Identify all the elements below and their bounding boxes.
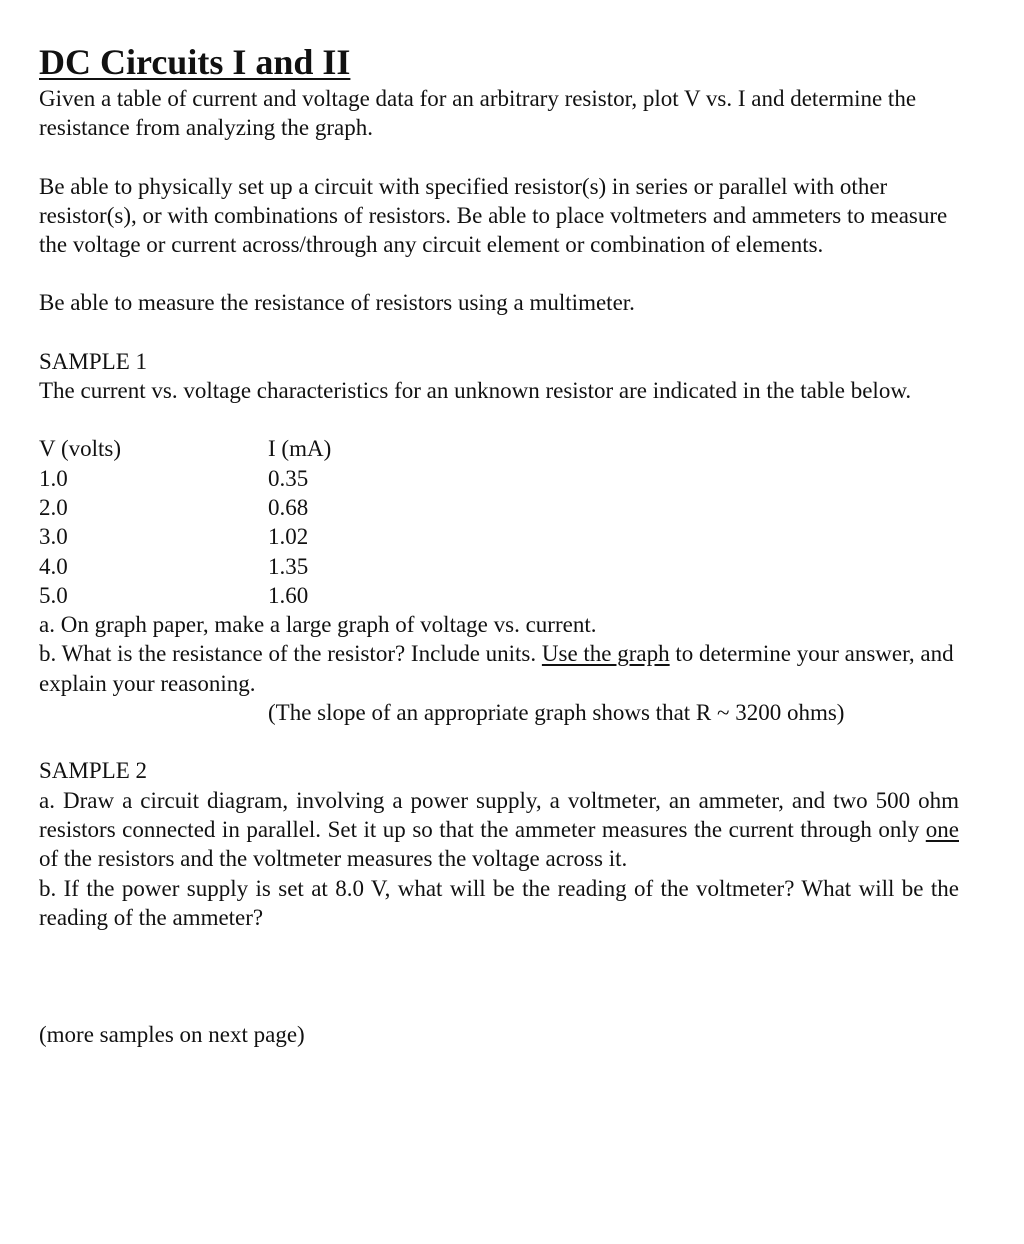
table-row (39, 522, 959, 551)
sample-1-part-b-start: b. What is the resistance of the resistor? Include units. (39, 641, 542, 667)
sample-1 (39, 347, 959, 728)
sample-2 (39, 756, 959, 932)
table-cell-voltage: 4.0 (39, 553, 68, 579)
sample-1-part-b (39, 639, 959, 698)
sample-2-part-a-start: a. Draw a circuit diagram, involving a power supply, a voltmeter, an ammeter, and two 500 ohm resistors connected in parallel. Set it up so that the ammeter measures the current through only (39, 787, 959, 842)
table-header-row (39, 434, 959, 463)
table-row (39, 552, 959, 581)
table-header-current: I (mA) (268, 436, 332, 462)
table-cell-current: 1.60 (268, 582, 309, 608)
one-emphasis: one (925, 816, 959, 842)
data-table (39, 434, 959, 610)
table-header-voltage: V (volts) (39, 436, 121, 462)
table-row (39, 464, 959, 493)
intro-paragraph-1: Given a table of current and voltage data for an arbitrary resistor, plot V vs. I and determine the resistance from analyzing the graph. (39, 86, 917, 141)
page-title: DC Circuits I and II (39, 42, 351, 82)
sample-2-part-b: b. If the power supply is set at 8.0 V, what will be the reading of the voltmeter? What will be the reading of the ammeter? (39, 875, 959, 930)
document-page (39, 40, 959, 1049)
table-cell-voltage: 5.0 (39, 582, 68, 608)
sample-1-part-a: a. On graph paper, make a large graph of voltage vs. current. (39, 612, 597, 638)
table-row (39, 493, 959, 522)
sample-1-answer: (The slope of an appropriate graph shows that R ~ 3200 ohms) (268, 700, 845, 726)
footer-note: (more samples on next page) (39, 1022, 305, 1048)
table-cell-current: 0.68 (268, 494, 309, 520)
table-cell-voltage: 1.0 (39, 465, 68, 491)
sample-1-part-b-end: to determine your answer, and explain your reasoning. (39, 641, 954, 696)
table-row (39, 581, 959, 610)
intro-paragraph-3: Be able to measure the resistance of resistors using a multimeter. (39, 290, 635, 316)
table-cell-voltage: 3.0 (39, 524, 68, 550)
sample-1-heading: SAMPLE 1 (39, 348, 147, 374)
use-the-graph-emphasis: Use the graph (541, 641, 670, 667)
table-cell-current: 1.02 (268, 524, 309, 550)
table-cell-current: 1.35 (268, 553, 309, 579)
intro-paragraph-2: Be able to physically set up a circuit with specified resistor(s) in series or parallel with other resistor(s), or with combinations of resistors. Be able to place voltmeters and ammeters to measure the voltage or current across/through any circuit element or combination of elements. (39, 173, 948, 258)
sample-2-part-a (39, 786, 959, 874)
sample-2-part-a-end: of the resistors and the voltmeter measures the voltage across it. (39, 846, 628, 872)
table-cell-voltage: 2.0 (39, 494, 68, 520)
table-cell-current: 0.35 (268, 465, 309, 491)
sample-2-heading: SAMPLE 2 (39, 758, 147, 784)
sample-1-statement: The current vs. voltage characteristics for an unknown resistor are indicated in the table below. (39, 378, 912, 404)
